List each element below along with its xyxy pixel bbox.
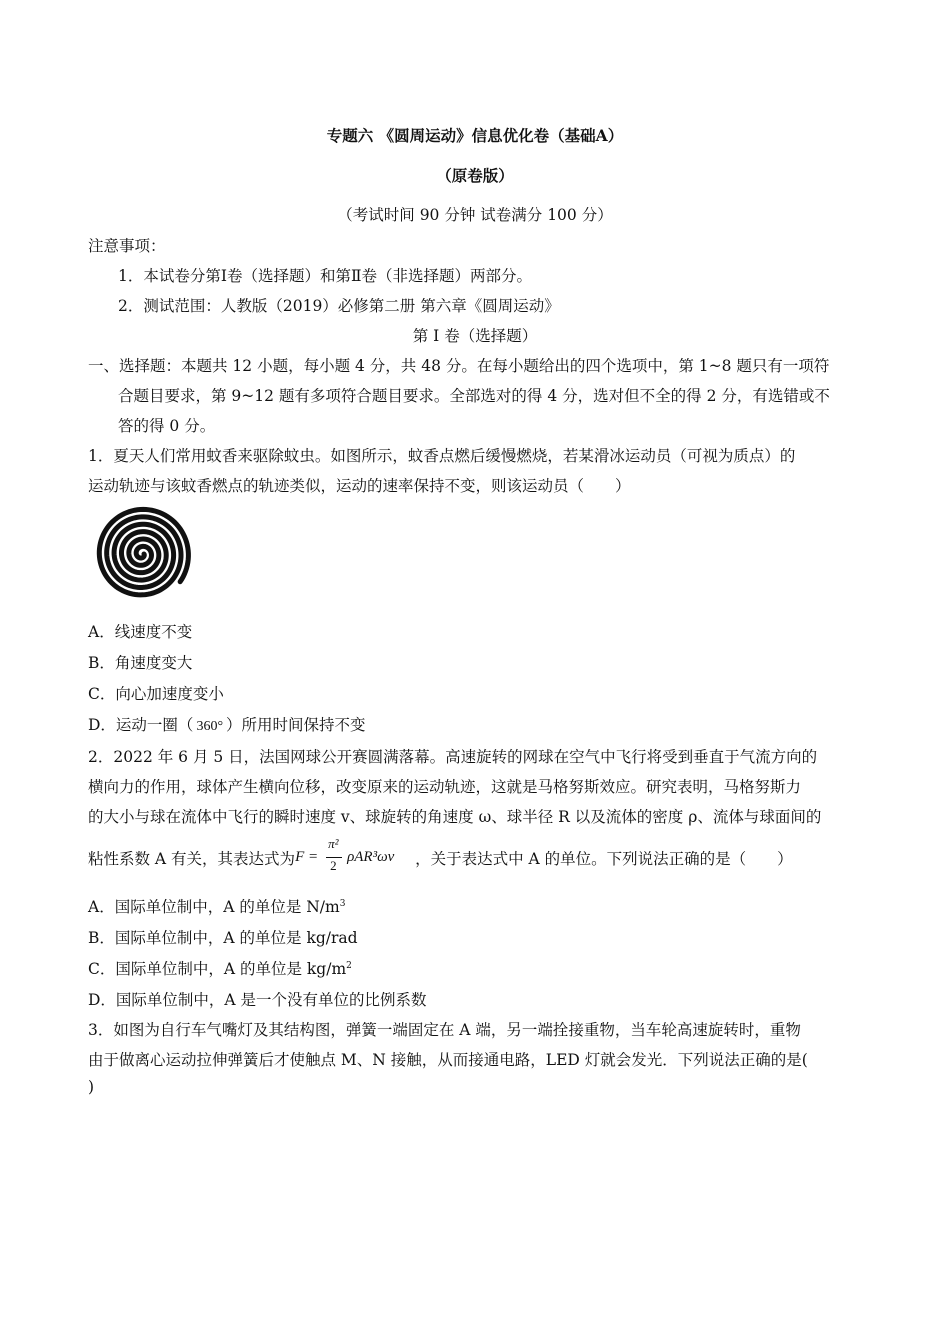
q2-option-c-text: C．国际单位制中，A 的单位是 kg/m (88, 960, 347, 978)
exam-info: （考试时间 90 分钟 试卷满分 100 分） (337, 206, 613, 224)
volume-title: 第 Ⅰ 卷（选择题） (412, 327, 538, 345)
q1-stem-line-1: 1．夏天人们常用蚊香来驱除蚊虫。如图所示，蚊香点燃后缓慢燃烧，若某滑冰运动员（可视为质点）的 (88, 447, 796, 465)
document-subtitle: （原卷版） (436, 166, 514, 185)
formula-numerator: π² (328, 836, 339, 851)
q2-option-a (88, 895, 345, 917)
q2-stem-line-3: 的大小与球在流体中飞行的瞬时速度 v、球旋转的角速度 ω、球半径 R 以及流体的密度 ρ、流体与球面间的 (88, 808, 822, 826)
notes-item-2: 2．测试范围：人教版（2019）必修第二册 第六章《圆周运动》 (118, 297, 560, 315)
q2-option-c (88, 957, 352, 979)
q2-stem-line-1: 2．2022 年 6 月 5 日，法国网球公开赛圆满落幕。高速旋转的网球在空气中飞行将受到垂直于气流方向的 (88, 748, 818, 766)
q2-option-c-exponent: 2 (346, 961, 352, 971)
q3-stem-line-3: ) (88, 1078, 95, 1096)
q2-stem-line-2: 横向力的作用，球体产生横向位移，改变原来的运动轨迹，这就是马格努斯效应。研究表明，马格努斯力 (88, 778, 802, 796)
section-instructions-line-3: 答的得 0 分。 (118, 417, 216, 435)
q1-option-d (88, 713, 366, 735)
q1-option-c: C．向心加速度变小 (88, 685, 224, 703)
q1-option-d-suffix: ）所用时间保持不变 (226, 716, 366, 734)
q2-option-a-exponent: 3 (339, 899, 346, 909)
formula-rest: ρAR³ωv (347, 849, 395, 865)
formula-denominator: 2 (330, 858, 337, 873)
q2-option-a-text: A．国际单位制中，A 的单位是 N/m (88, 898, 340, 916)
notes-heading: 注意事项： (88, 237, 166, 255)
q2-option-d: D．国际单位制中，A 是一个没有单位的比例系数 (88, 991, 427, 1009)
mosquito-coil-spiral-figure (86, 502, 202, 606)
q1-option-a: A．线速度不变 (88, 623, 193, 641)
section-instructions-line-1: 一、选择题：本题共 12 小题，每小题 4 分，共 48 分。在每小题给出的四个选项中，第 1~8 题只有一项符 (88, 357, 830, 375)
q3-stem-line-2: 由于做离心运动拉伸弹簧后才使触点 M、N 接触，从而接通电路，LED 灯就会发光．下列说法正确的是( (88, 1051, 808, 1069)
magnus-force-formula (295, 838, 415, 878)
q2-stem-line-4-prefix: 粘性系数 A 有关，其表达式为 (88, 850, 296, 868)
q1-option-b: B．角速度变大 (88, 654, 193, 672)
section-instructions-line-2: 合题目要求，第 9~12 题有多项符合题目要求。全部选对的得 4 分，选对但不全的得 2 分，有选错或不 (118, 387, 830, 405)
q2-option-b: B．国际单位制中，A 的单位是 kg/rad (88, 929, 358, 947)
q3-stem-line-1: 3．如图为自行车气嘴灯及其结构图，弹簧一端固定在 A 端，另一端拴接重物，当车轮高速旋转时，重物 (88, 1021, 801, 1039)
q1-option-d-degree: 360° (196, 719, 224, 734)
q1-option-d-prefix: D．运动一圈（ (88, 716, 194, 734)
notes-item-1: 1．本试卷分第Ⅰ卷（选择题）和第Ⅱ卷（非选择题）两部分。 (118, 267, 533, 285)
q1-stem-line-2: 运动轨迹与该蚊香燃点的轨迹类似，运动的速率保持不变，则该运动员（ ） (88, 477, 631, 495)
document-title: 专题六 《圆周运动》信息优化卷（基础A） (326, 126, 624, 145)
formula-lhs: F = (295, 849, 319, 865)
q2-stem-line-4 (88, 838, 793, 878)
q2-stem-line-4-suffix: ，关于表达式中 A 的单位。下列说法正确的是（ ） (415, 850, 793, 868)
